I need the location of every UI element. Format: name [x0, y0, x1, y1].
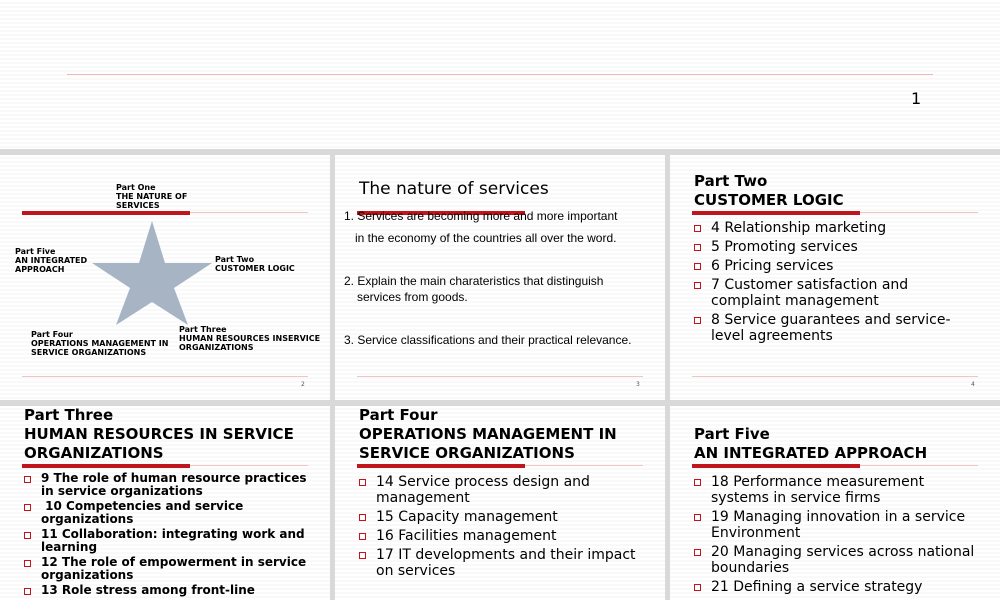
slide-3-footer-line	[357, 376, 643, 377]
list-item: 9 The role of human resource practices in service organizations	[24, 472, 324, 498]
slide-3-item-1a: 1. Services are becoming more and more important	[344, 209, 618, 223]
label-part-one: Part One THE NATURE OF SERVICES	[116, 183, 188, 210]
slide-4-title: Part Two CUSTOMER LOGIC	[694, 172, 844, 209]
slide-5-list	[24, 472, 324, 597]
slide-3-item-1b: in the economy of the countries all over the word.	[355, 231, 617, 245]
star-diagram	[90, 219, 214, 327]
list-item: 18 Performance measurement systems in service firms	[694, 474, 994, 506]
list-item: 8 Service guarantees and service- level agreements	[694, 312, 994, 344]
list-item: 7 Customer satisfaction and complaint management	[694, 277, 994, 309]
label-part-five: Part Five AN INTEGRATED APPROACH	[15, 247, 88, 274]
list-item: 20 Managing services across national boundaries	[694, 544, 994, 576]
slide-4-page-number: 4	[971, 381, 975, 388]
list-item: 13 Role stress among front-line	[24, 584, 324, 597]
slide-2-red-bar	[22, 211, 190, 215]
slide-5-divider	[190, 465, 308, 466]
slide-4-list	[694, 220, 994, 344]
list-item: 5 Promoting services	[694, 239, 994, 255]
slide-5-title: Part Three HUMAN RESOURCES IN SERVICE ORGANIZATIONS	[24, 406, 294, 462]
slide-7-divider	[860, 465, 978, 466]
slide-4-footer-line	[692, 376, 978, 377]
slide-4[interactable]	[670, 155, 1000, 400]
slide-1[interactable]	[0, 0, 1000, 149]
slide-6-list	[359, 474, 659, 579]
slide-7[interactable]	[670, 406, 1000, 600]
slide-6-title: Part Four OPERATIONS MANAGEMENT IN SERVICE ORGANIZATIONS	[359, 406, 617, 462]
slide-3-page-number: 3	[636, 381, 640, 388]
list-item: 15 Capacity management	[359, 509, 659, 525]
slide-5[interactable]	[0, 406, 330, 600]
slide-1-page-number: 1	[911, 89, 922, 108]
slide-2[interactable]	[0, 155, 330, 400]
slide-6[interactable]	[335, 406, 665, 600]
slide-3-item-2b: services from goods.	[357, 290, 468, 304]
list-item: 17 IT developments and their impact on services	[359, 547, 659, 579]
list-item: 16 Facilities management	[359, 528, 659, 544]
list-item: 12 The role of empowerment in service organizations	[24, 556, 324, 582]
list-item: 4 Relationship marketing	[694, 220, 994, 236]
slide-3-item-2a: 2. Explain the main charateristics that distinguish	[344, 274, 604, 288]
slide-3-item-3: 3. Service classifications and their practical relevance.	[344, 333, 632, 347]
list-item: 14 Service process design and management	[359, 474, 659, 506]
label-part-two: Part Two CUSTOMER LOGIC	[215, 255, 295, 273]
label-part-four: Part Four OPERATIONS MANAGEMENT IN SERVICE ORGANIZATIONS	[31, 330, 169, 357]
list-item: 10 Competencies and service organizations	[24, 500, 324, 526]
slide-3-title: The nature of services	[359, 179, 549, 199]
slide-7-list	[694, 474, 994, 595]
slide-6-divider	[525, 465, 643, 466]
slide-4-divider	[860, 212, 978, 213]
slide-5-red-bar	[22, 464, 190, 468]
list-item: 21 Defining a service strategy	[694, 579, 994, 595]
list-item: 19 Managing innovation in a service Environment	[694, 509, 994, 541]
slide-4-red-bar	[692, 211, 860, 215]
star-shape	[92, 221, 212, 325]
slide-2-divider	[190, 212, 308, 213]
slide-2-page-number: 2	[301, 381, 305, 388]
slide-1-divider	[67, 74, 933, 75]
slide-2-footer-line	[22, 376, 308, 377]
slide-3[interactable]	[335, 155, 665, 400]
list-item: 11 Collaboration: integrating work and learning	[24, 528, 324, 554]
label-part-three: Part Three HUMAN RESOURCES INSERVICE ORGANIZATIONS	[179, 325, 321, 352]
slide-7-title: Part Five AN INTEGRATED APPROACH	[694, 425, 928, 462]
list-item: 6 Pricing services	[694, 258, 994, 274]
slide-7-red-bar	[692, 464, 860, 468]
slide-6-red-bar	[357, 464, 525, 468]
